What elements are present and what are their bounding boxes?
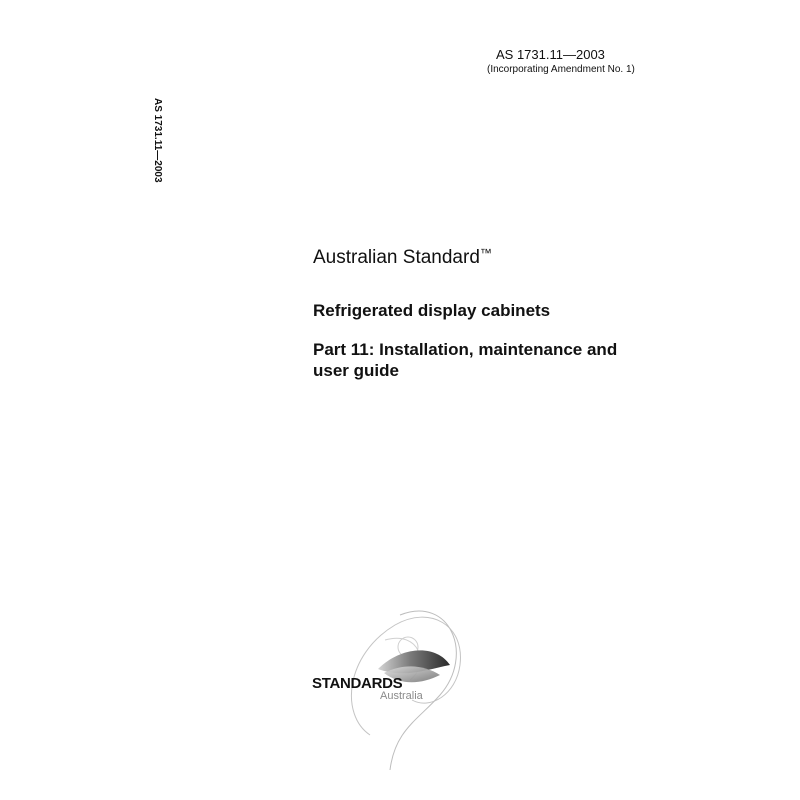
logo-wordmark: STANDARDS: [312, 675, 403, 692]
document-number: AS 1731.11—2003: [496, 47, 605, 62]
logo-subtitle: Australia: [380, 690, 423, 702]
spine-text: AS 1731.11—2003: [152, 98, 163, 183]
standards-australia-logo: [300, 595, 500, 775]
standard-label: [313, 241, 492, 270]
trademark-symbol: ™: [479, 246, 492, 260]
document-title: Refrigerated display cabinets: [313, 301, 551, 320]
amendment-note: (Incorporating Amendment No. 1): [487, 64, 635, 75]
part-title: Part 11: Installation, maintenance and user guide: [313, 340, 618, 380]
spine-label: [151, 98, 163, 183]
standard-label-text: Australian Standard: [313, 247, 480, 268]
